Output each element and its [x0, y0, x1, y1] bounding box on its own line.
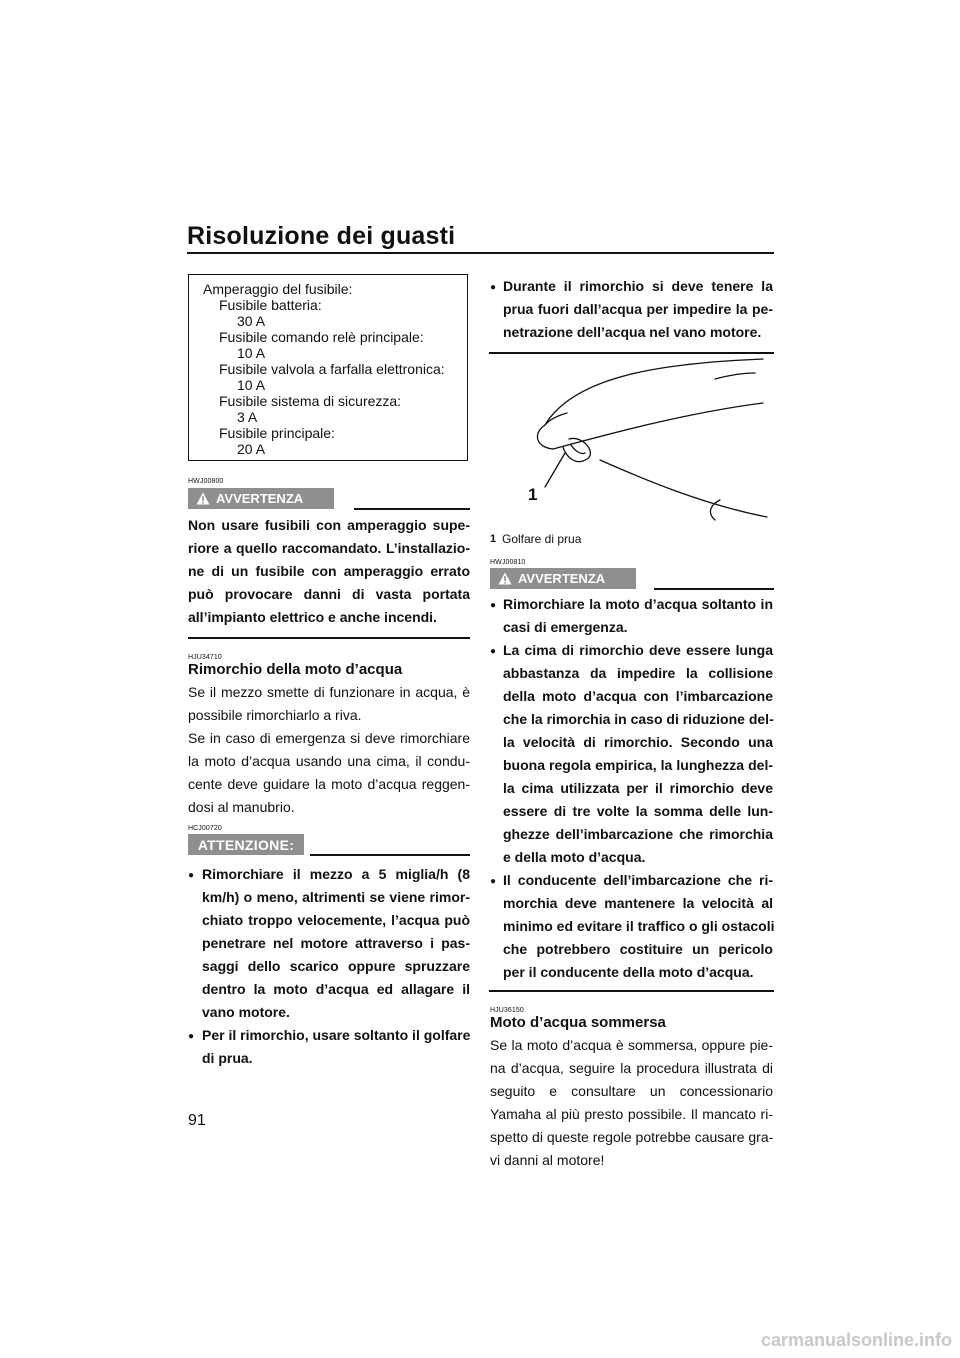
warning-bullet-line: minimo ed evitare il traffico o gli ostacoli [503, 918, 775, 934]
caution-bullet-line: chiato troppo velocemente, l’acqua può [202, 912, 470, 928]
watermark: carmanualsonline.info [760, 1330, 952, 1350]
fuse-label: Fusibile principale: [219, 425, 335, 441]
bullet-icon: ● [188, 870, 195, 881]
warning-code: HWJ00800 [188, 478, 224, 485]
page-number: 91 [188, 1112, 206, 1129]
section-title: Moto d’acqua sommersa [490, 1014, 666, 1031]
fuse-value: 30 A [237, 313, 266, 329]
fuse-rating-box [188, 274, 468, 461]
fuse-value: 10 A [237, 345, 266, 361]
fuse-label: Fusibile comando relè principale: [219, 329, 424, 345]
warning-badge [490, 568, 636, 589]
caution-rule [310, 854, 470, 856]
warning-triangle-icon [196, 492, 210, 505]
body-text-line: vi danni al motore! [490, 1152, 605, 1168]
body-text-line: Yamaha al più presto possibile. Il mancato ri- [490, 1106, 773, 1122]
warning-bullet-line: casi di emergenza. [503, 619, 628, 635]
caution-bullet-line: penetrare nel motore attraverso i pas- [202, 935, 470, 951]
bullet-icon: ● [490, 282, 497, 293]
caution-label: ATTENZIONE: [197, 836, 295, 853]
body-text-line: cente deve guidare la moto d’acqua reggen- [188, 776, 470, 792]
legend-text: Golfare di prua [502, 532, 582, 546]
warning-bullet-line: che la rimorchia in caso di riduzione del- [503, 711, 774, 727]
warning-bullet-line: La cima di rimorchio deve essere lunga [503, 642, 773, 658]
warning-label: AVVERTENZA [216, 491, 304, 506]
figure-callout: 1 [528, 485, 538, 504]
warning-rule [654, 588, 774, 590]
warning-label: AVVERTENZA [518, 571, 606, 586]
warning-text-line: all’impianto elettrico e anche incendi. [188, 609, 437, 625]
fuse-value: 20 A [237, 441, 266, 457]
fuse-label: Fusibile batteria: [219, 297, 322, 313]
bullet-icon: ● [490, 876, 497, 887]
caution-bullet-line: di prua. [202, 1050, 253, 1066]
bullet-icon: ● [188, 1031, 195, 1042]
fuse-value: 3 A [237, 409, 258, 425]
caution-bullet-line: Per il rimorchio, usare soltanto il golfare [202, 1027, 471, 1043]
bullet-icon: ● [490, 646, 497, 657]
body-text-line: Se il mezzo smette di funzionare in acqua, è [188, 684, 470, 700]
body-text-line: Se la moto d’acqua è sommersa, oppure pie- [490, 1037, 773, 1053]
warning-bullet-line: per il conducente della moto d’acqua. [503, 964, 754, 980]
caution-bullet-line: dentro la moto d’acqua ed allagare il [202, 981, 470, 997]
caution-badge [188, 834, 304, 855]
warning-bullet-line: Il conducente dell’imbarcazione che ri- [503, 872, 773, 888]
title-divider [187, 252, 774, 254]
section-code: HJU36150 [490, 1007, 524, 1014]
warning-end-rule [489, 990, 774, 992]
body-text-line: dosi al manubrio. [188, 799, 295, 815]
caution-bullet-line: Durante il rimorchio si deve tenere la [503, 278, 773, 294]
warning-bullet-line: ghezze dell’imbarcazione che rimorchia [503, 826, 773, 842]
page-title: Risoluzione dei guasti [187, 222, 456, 250]
caution-end-rule [489, 352, 774, 354]
warning-text-line: Non usare fusibili con amperaggio supe- [188, 517, 470, 533]
body-text-line: seguito e consultare un concessionario [490, 1083, 773, 1099]
caution-code: HCJ00720 [188, 825, 222, 832]
body-text-line: Se in caso di emergenza si deve rimorchiare [188, 730, 470, 746]
caution-bullet-line: vano motore. [202, 1004, 290, 1020]
warning-bullet-line: Rimorchiare la moto d’acqua soltanto in [503, 596, 773, 612]
bow-eye-illustration [505, 355, 770, 530]
legend-number: 1 [490, 533, 497, 545]
warning-bullet-line: della moto d’acqua con l’imbarcazione [503, 688, 773, 704]
warning-bullet-line: essere di tre volte la somma delle lun- [503, 803, 773, 819]
warning-bullet-line: buona regola empirica, la lunghezza del- [503, 757, 773, 773]
fuse-heading: Amperaggio del fusibile: [203, 281, 353, 297]
warning-text-line: riore a quello raccomandato. L’installazio- [188, 540, 470, 556]
warning-triangle-icon [498, 572, 512, 585]
caution-bullet-line: Rimorchiare il mezzo a 5 miglia/h (8 [202, 866, 470, 882]
warning-text-line: può provocare danni di vasta portata [188, 586, 470, 602]
warning-bullet-line: e della moto d’acqua. [503, 849, 646, 865]
caution-bullet-line: prua fuori dall’acqua per impedire la pe- [503, 301, 773, 317]
warning-bullet-line: la cima utilizzata per il rimorchio deve [503, 780, 773, 796]
fuse-value: 10 A [237, 377, 266, 393]
fuse-label: Fusibile sistema di sicurezza: [219, 393, 402, 409]
section-code: HJU34710 [188, 654, 222, 661]
caution-bullet-line: km/h) o meno, altrimenti se viene rimor- [202, 889, 470, 905]
warning-bullet-line: morchia deve mantenere la velocità al [503, 895, 773, 911]
body-text-line: spetto di queste regole potrebbe causare gra- [490, 1129, 774, 1145]
warning-bullet-line: abbastanza da impedire la collisione [503, 665, 773, 681]
warning-text-line: ne di un fusibile con amperaggio errato [188, 563, 470, 579]
bullet-icon: ● [490, 600, 497, 611]
section-title: Rimorchio della moto d’acqua [188, 661, 403, 678]
caution-bullet-line: saggi dello scarico oppure spruzzare [202, 958, 470, 974]
caution-bullet-line: netrazione dell’acqua nel vano motore. [503, 324, 762, 340]
warning-bullet-line: che potrebbero costituire un pericolo [503, 941, 773, 957]
body-text-line: possibile rimorchiarlo a riva. [188, 707, 362, 723]
warning-code: HWJ00810 [490, 559, 526, 566]
warning-rule [354, 508, 470, 510]
body-text-line: na d’acqua, seguire la procedura illustrata di [490, 1060, 773, 1076]
warning-bullet-line: la velocità di rimorchio. Secondo una [503, 734, 773, 750]
fuse-label: Fusibile valvola a farfalla elettronica: [219, 361, 445, 377]
warning-end-rule [188, 637, 470, 639]
warning-badge [188, 488, 334, 509]
body-text-line: la moto d’acqua usando una cima, il condu- [188, 753, 470, 769]
